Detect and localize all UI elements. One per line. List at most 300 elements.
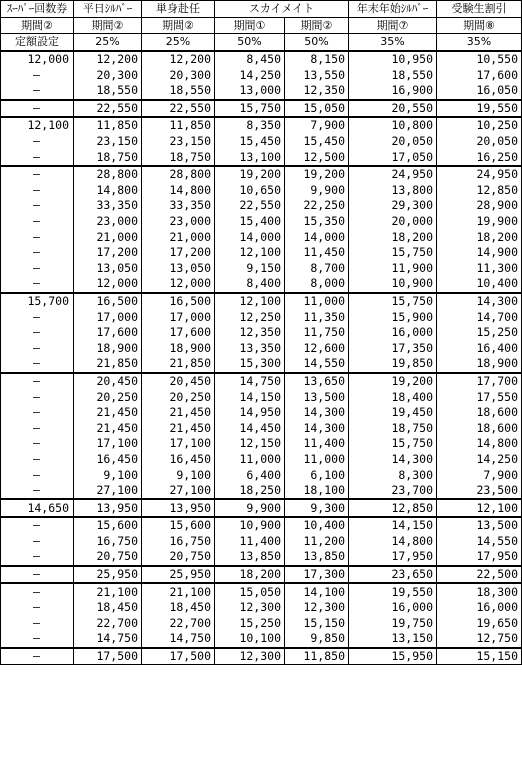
fare-cell: 14,900 — [437, 245, 522, 261]
fare-cell: — — [1, 483, 74, 500]
table-row — [1, 483, 522, 500]
fare-cell: 21,100 — [74, 583, 142, 600]
fare-cell: 10,400 — [285, 517, 349, 534]
table-row — [1, 276, 522, 293]
fare-cell: — — [1, 405, 74, 421]
fare-cell: — — [1, 340, 74, 356]
fare-cell: 19,650 — [437, 616, 522, 632]
fare-cell: 22,700 — [142, 616, 215, 632]
fare-cell: 21,450 — [142, 405, 215, 421]
header-heijitsu-silver: 平日ｼﾙﾊﾞｰ — [74, 1, 142, 18]
fare-cell: 18,750 — [74, 149, 142, 166]
fare-cell: 15,050 — [215, 583, 285, 600]
fare-cell: 21,850 — [74, 356, 142, 373]
fare-cell: 15,750 — [215, 100, 285, 118]
fare-cell: 17,600 — [437, 67, 522, 83]
fare-cell: 17,950 — [437, 549, 522, 566]
fare-cell: 20,000 — [349, 214, 437, 230]
table-row — [1, 517, 522, 534]
fare-cell: 17,200 — [142, 245, 215, 261]
fare-cell: 28,800 — [74, 166, 142, 183]
fare-cell: 9,100 — [74, 467, 142, 483]
fare-cell: 13,950 — [142, 499, 215, 517]
fare-cell: 14,650 — [1, 499, 74, 517]
fare-cell: 12,000 — [142, 276, 215, 293]
header-row-discount-names — [1, 1, 522, 18]
fare-cell: 13,150 — [349, 631, 437, 648]
fare-cell: 16,450 — [74, 452, 142, 468]
fare-cell: 22,550 — [74, 100, 142, 118]
fare-cell: 10,250 — [437, 117, 522, 134]
fare-cell: — — [1, 631, 74, 648]
fare-cell: 10,550 — [437, 51, 522, 68]
fare-cell: 22,500 — [437, 566, 522, 584]
header-super-kaisuken: ｽｰﾊﾟｰ回数券 — [1, 1, 74, 18]
fare-cell: 16,000 — [349, 600, 437, 616]
fare-cell: — — [1, 373, 74, 390]
fare-cell: 18,400 — [349, 389, 437, 405]
fare-cell: — — [1, 229, 74, 245]
fare-cell: 13,850 — [215, 549, 285, 566]
fare-cell: 12,150 — [215, 436, 285, 452]
fare-cell: 14,150 — [215, 389, 285, 405]
fare-cell: 10,900 — [215, 517, 285, 534]
fare-cell: 24,950 — [437, 166, 522, 183]
fare-cell: 19,450 — [349, 405, 437, 421]
fare-cell: 14,300 — [437, 293, 522, 310]
fare-cell: 13,050 — [142, 261, 215, 277]
table-row — [1, 631, 522, 648]
fare-cell: 9,900 — [285, 183, 349, 199]
fare-cell: 15,750 — [349, 245, 437, 261]
fare-cell: 10,400 — [437, 276, 522, 293]
fare-cell: 25,950 — [142, 566, 215, 584]
fare-cell: 12,850 — [437, 183, 522, 199]
table-row — [1, 600, 522, 616]
fare-cell: 15,150 — [285, 616, 349, 632]
fare-cell: 16,000 — [349, 325, 437, 341]
table-row — [1, 149, 522, 166]
fare-cell: 8,150 — [285, 51, 349, 68]
fare-cell: 12,300 — [215, 600, 285, 616]
fare-cell: 22,550 — [215, 198, 285, 214]
fare-cell: 15,050 — [285, 100, 349, 118]
fare-cell: 22,550 — [142, 100, 215, 118]
fare-cell: 17,550 — [437, 389, 522, 405]
fare-cell: 16,900 — [349, 83, 437, 100]
fare-cell: 13,050 — [74, 261, 142, 277]
fare-cell: 8,000 — [285, 276, 349, 293]
fare-cell: 20,550 — [349, 100, 437, 118]
fare-cell: 16,450 — [142, 452, 215, 468]
fare-cell: 12,350 — [215, 325, 285, 341]
fare-cell: 17,500 — [142, 648, 215, 665]
fare-cell: 14,000 — [215, 229, 285, 245]
fare-cell: 13,950 — [74, 499, 142, 517]
fare-cell: 15,300 — [215, 356, 285, 373]
fare-cell: — — [1, 183, 74, 199]
table-row — [1, 309, 522, 325]
table-row — [1, 340, 522, 356]
fare-cell: 18,600 — [437, 405, 522, 421]
fare-cell: 16,750 — [142, 534, 215, 550]
fare-cell: 13,800 — [349, 183, 437, 199]
fare-cell: 33,350 — [74, 198, 142, 214]
header-rate: 50% — [285, 34, 349, 51]
fare-cell: 18,550 — [142, 83, 215, 100]
fare-cell: 19,200 — [349, 373, 437, 390]
fare-cell: 18,900 — [142, 340, 215, 356]
fare-cell: — — [1, 309, 74, 325]
fare-cell: 6,100 — [285, 467, 349, 483]
fare-cell: 19,900 — [437, 214, 522, 230]
fare-cell: 11,900 — [349, 261, 437, 277]
fare-cell: 17,350 — [349, 340, 437, 356]
fare-cell: 17,500 — [74, 648, 142, 665]
fare-cell: 21,450 — [142, 420, 215, 436]
header-period: 期間② — [74, 17, 142, 34]
fare-cell: 21,450 — [74, 405, 142, 421]
header-rate: 定額設定 — [1, 34, 74, 51]
fare-cell: 11,450 — [285, 245, 349, 261]
fare-cell: 12,350 — [285, 83, 349, 100]
fare-cell: — — [1, 517, 74, 534]
fare-cell: 14,800 — [142, 183, 215, 199]
fare-cell: 14,750 — [142, 631, 215, 648]
fare-cell: 15,150 — [437, 648, 522, 665]
fare-cell: 21,100 — [142, 583, 215, 600]
header-nenmatsu-silver: 年末年始ｼﾙﾊﾞｰ — [349, 1, 437, 18]
fare-cell: 14,300 — [285, 420, 349, 436]
fare-cell: 20,450 — [142, 373, 215, 390]
fare-cell: 9,100 — [142, 467, 215, 483]
table-row — [1, 325, 522, 341]
fare-cell: 23,650 — [349, 566, 437, 584]
fare-cell: 16,500 — [74, 293, 142, 310]
fare-cell: 28,800 — [142, 166, 215, 183]
fare-cell: 16,400 — [437, 340, 522, 356]
fare-cell: 19,200 — [285, 166, 349, 183]
fare-cell: 23,700 — [349, 483, 437, 500]
fare-cell: 15,700 — [1, 293, 74, 310]
table-row — [1, 452, 522, 468]
fare-cell: 13,550 — [285, 67, 349, 83]
fare-cell: 9,150 — [215, 261, 285, 277]
header-row-rates — [1, 34, 522, 51]
fare-cell: 12,000 — [1, 51, 74, 68]
fare-cell: 14,250 — [215, 67, 285, 83]
table-row — [1, 499, 522, 517]
header-tanshin-funin: 単身赴任 — [142, 1, 215, 18]
table-row — [1, 648, 522, 665]
table-row — [1, 389, 522, 405]
fare-cell: 13,850 — [285, 549, 349, 566]
fare-cell: 17,300 — [285, 566, 349, 584]
fare-cell: 22,250 — [285, 198, 349, 214]
header-period: 期間② — [142, 17, 215, 34]
fare-cell: 14,750 — [74, 631, 142, 648]
fare-cell: 18,450 — [74, 600, 142, 616]
fare-cell: 14,800 — [349, 534, 437, 550]
fare-cell: 18,200 — [437, 229, 522, 245]
fare-cell: 14,800 — [74, 183, 142, 199]
header-period: 期間⑦ — [349, 17, 437, 34]
fare-cell: 14,450 — [215, 420, 285, 436]
fare-cell: 13,100 — [215, 149, 285, 166]
fare-cell: 13,500 — [285, 389, 349, 405]
fare-cell: 18,450 — [142, 600, 215, 616]
fare-cell: 14,550 — [437, 534, 522, 550]
fare-cell: — — [1, 214, 74, 230]
fare-cell: 20,450 — [74, 373, 142, 390]
fare-cell: 13,650 — [285, 373, 349, 390]
table-row — [1, 436, 522, 452]
fare-cell: — — [1, 600, 74, 616]
fare-cell: — — [1, 245, 74, 261]
fare-cell: 15,450 — [215, 134, 285, 150]
fare-cell: 8,350 — [215, 117, 285, 134]
fare-cell: 11,300 — [437, 261, 522, 277]
fare-cell: 27,100 — [74, 483, 142, 500]
fare-cell: 14,250 — [437, 452, 522, 468]
fare-cell: — — [1, 149, 74, 166]
table-row — [1, 261, 522, 277]
fare-cell: 12,300 — [215, 648, 285, 665]
fare-cell: 20,750 — [142, 549, 215, 566]
fare-cell: 7,900 — [437, 467, 522, 483]
fare-cell: 14,300 — [349, 452, 437, 468]
fare-cell: — — [1, 534, 74, 550]
fare-cell: 17,000 — [142, 309, 215, 325]
fare-cell: 15,950 — [349, 648, 437, 665]
table-row — [1, 67, 522, 83]
fare-cell: 18,200 — [215, 566, 285, 584]
table-row — [1, 356, 522, 373]
fare-cell: 20,050 — [437, 134, 522, 150]
fare-cell: 15,900 — [349, 309, 437, 325]
fare-cell: 16,750 — [74, 534, 142, 550]
table-row — [1, 51, 522, 68]
fare-cell: 14,550 — [285, 356, 349, 373]
fare-cell: 12,300 — [285, 600, 349, 616]
fare-cell: 18,750 — [349, 420, 437, 436]
fare-cell: 18,900 — [74, 340, 142, 356]
fare-cell: 18,200 — [349, 229, 437, 245]
fare-cell: 9,900 — [215, 499, 285, 517]
fare-cell: 27,100 — [142, 483, 215, 500]
table-row — [1, 549, 522, 566]
fare-cell: 12,600 — [285, 340, 349, 356]
fare-cell: 12,850 — [349, 499, 437, 517]
table-row — [1, 583, 522, 600]
header-rate: 35% — [437, 34, 522, 51]
fare-cell: 25,950 — [74, 566, 142, 584]
fare-cell: 24,950 — [349, 166, 437, 183]
fare-cell: 17,100 — [142, 436, 215, 452]
fare-cell: 18,300 — [437, 583, 522, 600]
fare-cell: 10,800 — [349, 117, 437, 134]
fare-cell: 15,750 — [349, 436, 437, 452]
header-period: 期間① — [215, 17, 285, 34]
fare-cell: 16,000 — [437, 600, 522, 616]
fare-cell: — — [1, 583, 74, 600]
fare-cell: — — [1, 616, 74, 632]
fare-cell: — — [1, 67, 74, 83]
fare-cell: 16,250 — [437, 149, 522, 166]
fare-cell: 20,050 — [349, 134, 437, 150]
fare-cell: 16,500 — [142, 293, 215, 310]
table-row — [1, 373, 522, 390]
fare-cell: 12,750 — [437, 631, 522, 648]
fare-cell: — — [1, 420, 74, 436]
table-row — [1, 83, 522, 100]
fare-cell: 9,850 — [285, 631, 349, 648]
fare-cell: 18,550 — [349, 67, 437, 83]
fare-cell: — — [1, 276, 74, 293]
fare-cell: — — [1, 549, 74, 566]
table-row — [1, 245, 522, 261]
fare-cell: 14,300 — [285, 405, 349, 421]
table-row — [1, 198, 522, 214]
header-row-periods — [1, 17, 522, 34]
table-row — [1, 467, 522, 483]
header-juken-discount: 受験生割引 — [437, 1, 522, 18]
fare-cell: 6,400 — [215, 467, 285, 483]
fare-cell: 17,600 — [142, 325, 215, 341]
fare-cell: 17,600 — [74, 325, 142, 341]
fare-cell: 19,850 — [349, 356, 437, 373]
fare-cell: 14,800 — [437, 436, 522, 452]
table-row — [1, 134, 522, 150]
fare-cell: 19,200 — [215, 166, 285, 183]
fare-cell: 13,500 — [437, 517, 522, 534]
fare-cell: 11,200 — [285, 534, 349, 550]
header-skymate: スカイメイト — [215, 1, 349, 18]
fare-cell: 23,150 — [142, 134, 215, 150]
fare-cell: 29,300 — [349, 198, 437, 214]
fare-cell: — — [1, 83, 74, 100]
table-row — [1, 420, 522, 436]
fare-cell: 10,100 — [215, 631, 285, 648]
fare-cell: 15,250 — [437, 325, 522, 341]
fare-cell: 20,300 — [142, 67, 215, 83]
fare-cell: 20,250 — [142, 389, 215, 405]
header-rate: 25% — [142, 34, 215, 51]
fare-cell: 12,100 — [437, 499, 522, 517]
fare-cell: 8,300 — [349, 467, 437, 483]
fare-cell: 15,600 — [74, 517, 142, 534]
fare-cell: 11,000 — [285, 452, 349, 468]
fare-cell: 17,100 — [74, 436, 142, 452]
table-row — [1, 100, 522, 118]
fare-cell: 11,000 — [215, 452, 285, 468]
header-period: 期間② — [1, 17, 74, 34]
table-row — [1, 117, 522, 134]
fare-cell: 11,850 — [74, 117, 142, 134]
fare-cell: 21,450 — [74, 420, 142, 436]
fare-cell: 15,750 — [349, 293, 437, 310]
fare-cell: 17,050 — [349, 149, 437, 166]
fare-cell: 12,100 — [215, 245, 285, 261]
fare-cell: 17,950 — [349, 549, 437, 566]
fare-cell: 12,200 — [74, 51, 142, 68]
table-row — [1, 183, 522, 199]
fare-cell: 28,900 — [437, 198, 522, 214]
fare-cell: 11,750 — [285, 325, 349, 341]
fare-cell: 15,250 — [215, 616, 285, 632]
fare-cell: 18,250 — [215, 483, 285, 500]
fare-cell: — — [1, 166, 74, 183]
fare-cell: 19,550 — [349, 583, 437, 600]
table-row — [1, 405, 522, 421]
fare-cell: — — [1, 198, 74, 214]
fare-cell: 14,950 — [215, 405, 285, 421]
table-row — [1, 566, 522, 584]
fare-cell: — — [1, 100, 74, 118]
fare-cell: 17,700 — [437, 373, 522, 390]
header-rate: 35% — [349, 34, 437, 51]
fare-cell: 23,000 — [74, 214, 142, 230]
fare-cell: — — [1, 134, 74, 150]
fare-cell: 22,700 — [74, 616, 142, 632]
fare-cell: 33,350 — [142, 198, 215, 214]
fare-cell: — — [1, 648, 74, 665]
fare-cell: 11,400 — [215, 534, 285, 550]
table-row — [1, 534, 522, 550]
fare-cell: 7,900 — [285, 117, 349, 134]
fare-cell: 23,500 — [437, 483, 522, 500]
fare-cell: 17,000 — [74, 309, 142, 325]
fare-cell: 14,100 — [285, 583, 349, 600]
fare-cell: 13,350 — [215, 340, 285, 356]
fare-cell: 12,200 — [142, 51, 215, 68]
fare-cell: 18,550 — [74, 83, 142, 100]
table-row — [1, 214, 522, 230]
fare-cell: 11,850 — [142, 117, 215, 134]
fare-cell: 20,750 — [74, 549, 142, 566]
table-row — [1, 293, 522, 310]
fare-cell: 20,300 — [74, 67, 142, 83]
fare-cell: 8,400 — [215, 276, 285, 293]
fare-cell: 12,250 — [215, 309, 285, 325]
fare-cell: 12,500 — [285, 149, 349, 166]
table-row — [1, 166, 522, 183]
fare-cell: 8,700 — [285, 261, 349, 277]
fare-cell: 16,050 — [437, 83, 522, 100]
fare-cell: 15,600 — [142, 517, 215, 534]
header-period: 期間② — [285, 17, 349, 34]
table-row — [1, 229, 522, 245]
fare-cell: 19,550 — [437, 100, 522, 118]
header-rate: 50% — [215, 34, 285, 51]
fare-cell: 11,850 — [285, 648, 349, 665]
fare-cell: 8,450 — [215, 51, 285, 68]
fare-cell: 14,000 — [285, 229, 349, 245]
fare-cell: 18,100 — [285, 483, 349, 500]
fare-cell: — — [1, 261, 74, 277]
fare-cell: 12,000 — [74, 276, 142, 293]
fare-cell: 12,100 — [215, 293, 285, 310]
table-row — [1, 616, 522, 632]
fare-cell: — — [1, 325, 74, 341]
fare-cell: 10,950 — [349, 51, 437, 68]
fare-cell: 11,350 — [285, 309, 349, 325]
fare-cell: 18,750 — [142, 149, 215, 166]
fare-cell: 14,700 — [437, 309, 522, 325]
fare-cell: 20,250 — [74, 389, 142, 405]
fare-cell: 18,600 — [437, 420, 522, 436]
fare-cell: — — [1, 566, 74, 584]
